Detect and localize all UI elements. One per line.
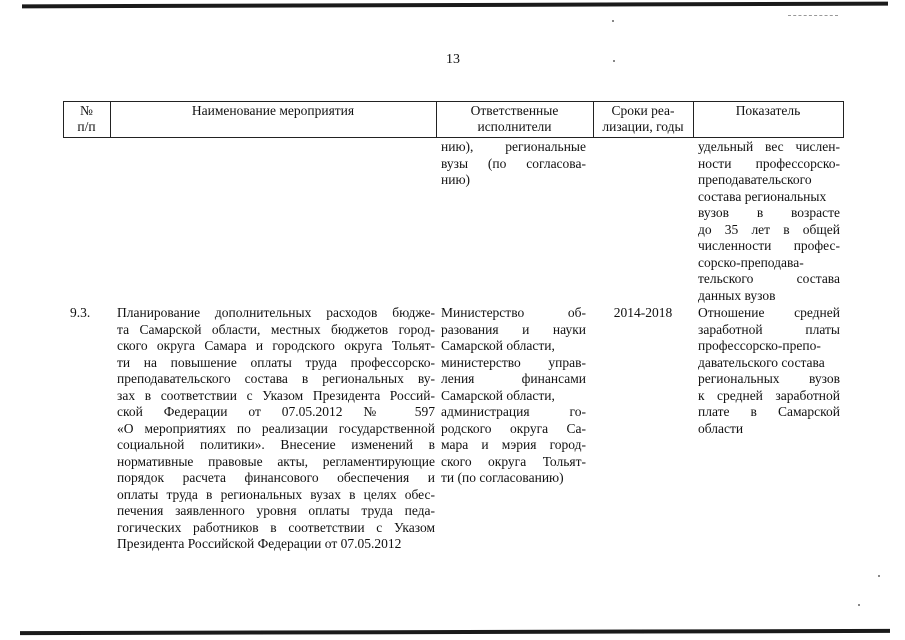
text-line: удельный вес числен- [698, 139, 840, 154]
text-line: мара и мэрия город- [441, 437, 586, 452]
header-executors [436, 103, 593, 135]
text-line: региональных вузов [698, 371, 840, 386]
text-line: ти на повышение оплаты труда профессорско- [117, 354, 435, 370]
bottom-border-rule [20, 629, 890, 635]
text-line: ти (по согласованию) [441, 470, 564, 485]
table-border [843, 101, 844, 138]
header-text: № [80, 103, 93, 118]
text-line: родского округа Са- [441, 420, 586, 436]
text-line: нию) [441, 172, 471, 187]
text-line: сорско-преподава- [698, 254, 804, 270]
header-text: лизации, годы [602, 119, 684, 134]
text-line: Самарской области, [441, 387, 555, 403]
text-line: Президента Российской Федерации от 07.05.2012 [117, 536, 402, 551]
text-line: преподавательского [698, 172, 812, 187]
text-line: области [698, 420, 744, 436]
text-line: нормативные правовые акты, регламентирующие [117, 453, 435, 469]
text-line: зах в соответствии с Указом Президента Россий- [117, 387, 435, 403]
text-line: состава региональных [698, 188, 827, 204]
text-line: данных вузов [698, 287, 776, 303]
text-line: печения заявленного уровня оплаты труда педа- [117, 503, 435, 518]
header-text: Показатель [735, 103, 801, 118]
text-line: та Самарской области, местных бюджетов город- [117, 321, 435, 337]
top-border-rule [22, 2, 888, 9]
text-line: ского округа Тольят- [441, 453, 586, 469]
header-text: исполнители [477, 119, 552, 134]
text-line: профессорско-препо- [698, 338, 821, 353]
text-line: оплаты труда в региональных вузах в целях обес- [117, 486, 435, 502]
responsible-executors [441, 305, 586, 487]
header-text: Ответственные [470, 103, 559, 118]
text-line: Планирование дополнительных расходов бюдже- [117, 305, 435, 320]
scan-artifact [858, 604, 860, 606]
text-line: к средней заработной [698, 387, 840, 403]
text-line: администрация го- [441, 404, 586, 419]
text-line: ления финансами [441, 371, 586, 386]
scan-artifact [878, 575, 880, 577]
text-line: давательского состава [698, 354, 825, 370]
text-line: министерство управ- [441, 354, 586, 370]
text-line: заработной платы [698, 321, 840, 337]
continuation-executors [441, 139, 586, 189]
header-terms [593, 103, 693, 135]
text-line: «О мероприятиях по реализации государственной [117, 420, 435, 436]
text-line: плате в Самарской [698, 404, 840, 419]
text-line: тельского состава [698, 271, 840, 286]
text-line: социальной политики». Внесение изменений в [117, 437, 435, 452]
row-number: 9.3. [70, 305, 91, 320]
text-line: гогических работников в соответствии с Указом [117, 519, 435, 535]
text-line: Самарской области, [441, 338, 555, 353]
text-line: Отношение средней [698, 305, 840, 320]
header-event-name [110, 103, 436, 119]
text-line: вузов в возрасте [698, 205, 840, 220]
header-text: Сроки реа- [611, 103, 675, 118]
header-indicator [693, 103, 843, 119]
text-line: ской Федерации от 07.05.2012 № 597 [117, 404, 435, 419]
implementation-terms: 2014-2018 [613, 305, 673, 320]
table-header-bottom-border [63, 137, 843, 138]
text-line: ности профессорско- [698, 155, 840, 171]
event-description [117, 305, 435, 553]
text-line: вузы (по согласова- [441, 155, 586, 171]
scan-artifact [613, 60, 615, 62]
scan-artifact [612, 20, 614, 22]
header-num [63, 103, 110, 135]
scan-artifact [788, 15, 838, 17]
text-line: преподавательского состава в региональных ву- [117, 371, 435, 386]
header-text: п/п [77, 119, 96, 134]
text-line: разования и науки [441, 321, 586, 337]
header-text: Наименование мероприятия [191, 103, 355, 118]
text-line: до 35 лет в общей [698, 221, 840, 237]
continuation-indicator [698, 139, 840, 304]
table-header-top-border [63, 101, 843, 102]
text-line: численности профес- [698, 238, 840, 253]
page-number: 13 [446, 52, 460, 67]
indicator [698, 305, 840, 437]
text-line: порядок расчета финансового обеспечения и [117, 470, 435, 485]
text-line: Министерство об- [441, 305, 586, 320]
text-line: нию), региональные [441, 139, 586, 154]
text-line: ского округа Самара и городского округа Тольят- [117, 338, 435, 353]
